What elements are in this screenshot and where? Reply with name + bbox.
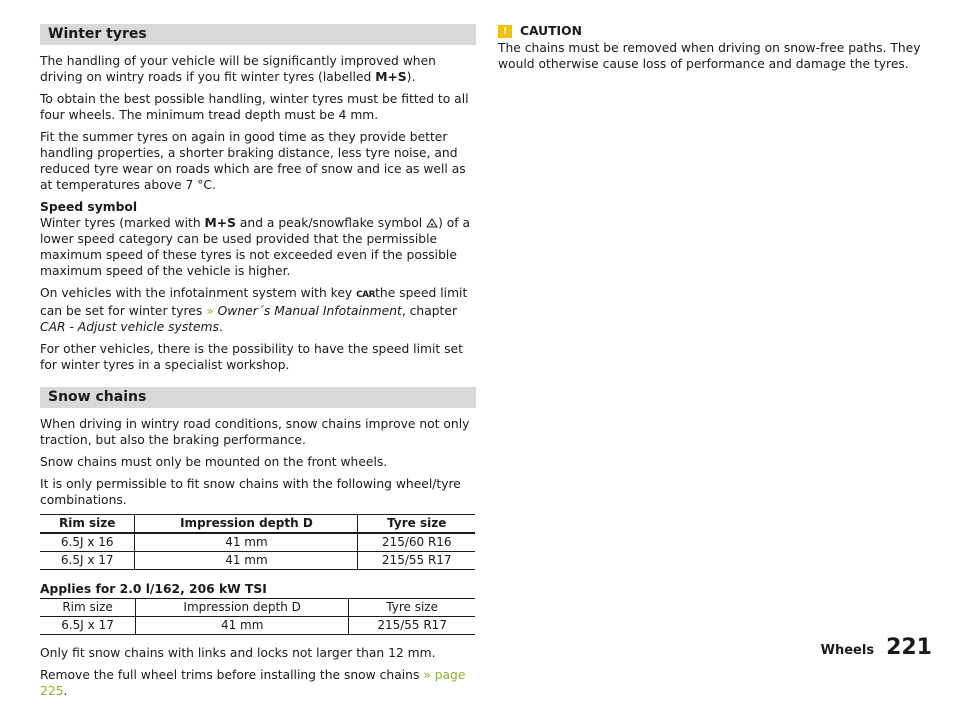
applies-note: Applies for 2.0 l/162, 206 kW TSI [40, 582, 267, 596]
wheel-tyre-table-tsi [40, 598, 475, 635]
text-run: , chapter [401, 304, 457, 318]
winter-paragraph-5 [40, 285, 476, 335]
table-cell: 215/60 R16 [358, 533, 475, 552]
table-cell: 41 mm [135, 533, 358, 552]
col-header-tyre: Tyre size [349, 599, 475, 617]
text-run: ). [406, 70, 416, 84]
snow-paragraph-3: It is only permissible to fit snow chains with the following wheel/tyre combinations. [40, 477, 461, 507]
table-header-row [40, 515, 475, 534]
right-column [498, 24, 922, 78]
reference-arrow: » [206, 304, 214, 318]
winter-paragraph-6: For other vehicles, there is the possibility to have the speed limit set for winter tyres in a specialist workshop. [40, 342, 463, 372]
table-row [40, 533, 475, 552]
col-header-tyre: Tyre size [358, 515, 475, 534]
chapter-reference: CAR - Adjust vehicle systems [40, 320, 219, 334]
wheel-tyre-table [40, 514, 475, 570]
text-run: Remove the full wheel trims before installing the snow chains [40, 668, 424, 682]
text-run: ) of a lower speed category can be used provided that the permissible maximum speed of these tyres is not exceeded even if the possible maximum speed of the vehicle is higher. [40, 216, 471, 278]
table-row [40, 617, 475, 635]
text-run: the speed limit can be set for winter tyres [40, 286, 468, 318]
caution-text: The chains must be removed when driving on snow-free paths. They would otherwise cause loss of performance and damage the tyres. [498, 41, 921, 71]
footer-section-label: Wheels [820, 643, 875, 658]
table-cell: 6.5J x 16 [40, 533, 135, 552]
table-row [40, 552, 475, 570]
manual-reference[interactable]: Owner´s Manual Infotainment [213, 304, 402, 318]
page-footer [820, 635, 932, 660]
col-header-depth: Impression depth D [135, 515, 358, 534]
text-run: On vehicles with the infotainment system with key [40, 286, 357, 300]
table-header-row [40, 599, 475, 617]
caution-title: CAUTION [520, 24, 582, 38]
speed-symbol-heading: Speed symbol [40, 200, 138, 214]
snow-paragraph-2: Snow chains must only be mounted on the front wheels. [40, 455, 388, 469]
page-link[interactable]: » page 225 [40, 668, 466, 698]
snow-paragraph-4: Only fit snow chains with links and locks not larger than 12 mm. [40, 646, 436, 660]
snow-chains-heading: Snow chains [40, 387, 476, 408]
winter-paragraph-1 [40, 53, 476, 85]
peak-snowflake-icon [426, 217, 438, 228]
caution-header [498, 24, 922, 38]
snow-paragraph-5 [40, 667, 476, 699]
car-key-icon: CAR [356, 290, 376, 300]
winter-paragraph-4 [40, 215, 476, 279]
winter-paragraph-2: To obtain the best possible handling, winter tyres must be fitted to all four wheels. The minimum tread depth must be 4 mm. [40, 92, 469, 122]
table-cell: 41 mm [136, 617, 349, 635]
snow-paragraph-1: When driving in wintry road conditions, snow chains improve not only traction, but also the braking performance. [40, 417, 470, 447]
left-column [40, 24, 476, 705]
ms-label: M+S [204, 216, 236, 230]
winter-paragraph-3: Fit the summer tyres on again in good time as they provide better handling properties, a shorter braking distance, less tyre noise, and reduced tyre wear on roads which are free of snow and ice as well as at temperatures above 7 °C. [40, 130, 466, 192]
text-run: and a peak/snowflake symbol [235, 216, 427, 230]
col-header-rim: Rim size [40, 515, 135, 534]
page-number: 221 [886, 635, 932, 660]
text-run: . [218, 320, 223, 334]
col-header-rim: Rim size [40, 599, 136, 617]
ms-label: M+S [375, 70, 407, 84]
table-cell: 215/55 R17 [349, 617, 475, 635]
warning-icon: ! [498, 25, 512, 38]
table-cell: 41 mm [135, 552, 358, 570]
table-cell: 6.5J x 17 [40, 552, 135, 570]
winter-tyres-heading: Winter tyres [40, 24, 476, 45]
text-run: The handling of your vehicle will be significantly improved when driving on wintry roads if you fit winter tyres (labelled [40, 54, 436, 84]
table-cell: 215/55 R17 [358, 552, 475, 570]
table-cell: 6.5J x 17 [40, 617, 136, 635]
text-run: Winter tyres (marked with [40, 216, 205, 230]
text-run: . [63, 684, 68, 698]
col-header-depth: Impression depth D [136, 599, 349, 617]
